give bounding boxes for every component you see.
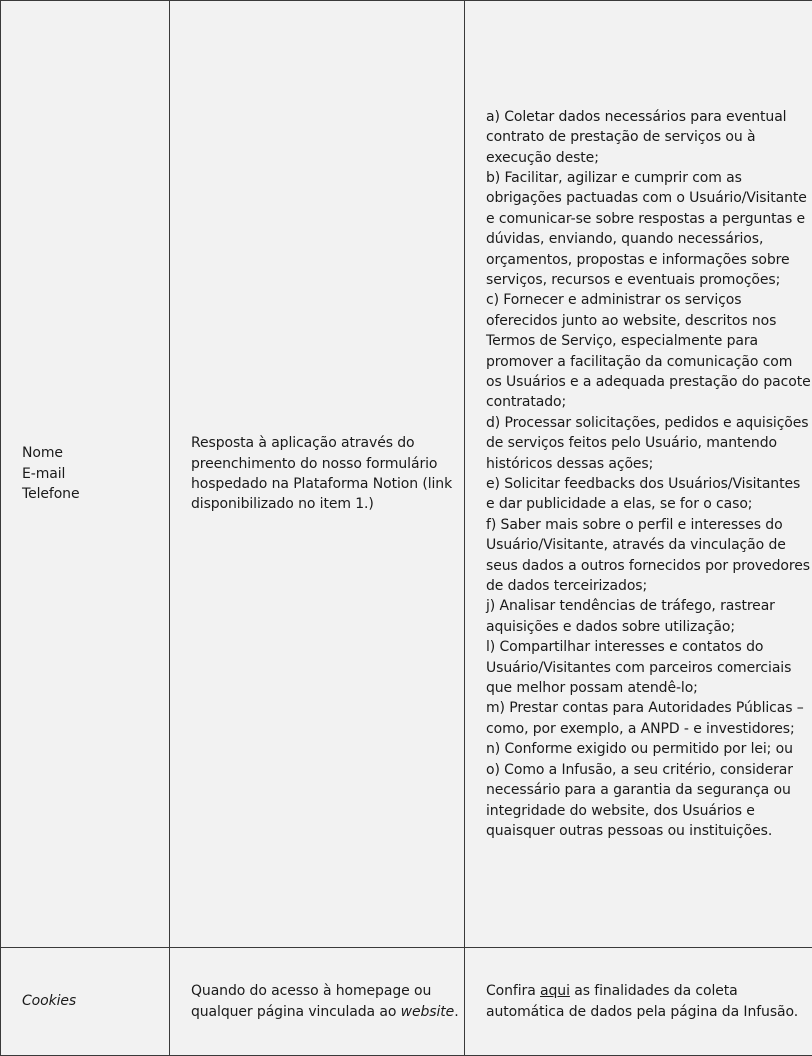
purpose-item: j) Analisar tendências de tráfego, rastrear aquisições e dados sobre utilização; — [486, 596, 812, 637]
collection-method-cell — [170, 1, 465, 948]
purpose-item: b) Facilitar, agilizar e cumprir com as obrigações pactuadas com o Usuário/Visitante e comunicar-se sobre respostas a perguntas e dúvidas, enviando, quando necessários, orçamentos, propostas e informações sobre serviços, recursos e eventuais promoções; — [486, 168, 812, 290]
purpose-item: f) Saber mais sobre o perfil e interesses do Usuário/Visitante, através da vinculação de seus dados a outros fornecidos por provedores de dados terceirizados; — [486, 515, 812, 597]
cookies-link[interactable]: aqui — [540, 983, 570, 999]
purpose-item: e) Solicitar feedbacks dos Usuários/Visitantes e dar publicidade a elas, se for o caso; — [486, 474, 812, 515]
table-row — [1, 1, 812, 948]
data-type-item: Nome — [22, 443, 169, 463]
collection-method-cell — [170, 948, 465, 1056]
purpose-item: o) Como a Infusão, a seu critério, considerar necessário para a garantia da segurança ou integridade do website, dos Usuários e quaisquer outras pessoas ou instituições. — [486, 760, 812, 842]
data-type-item: Cookies — [22, 993, 76, 1009]
purpose-item: n) Conforme exigido ou permitido por lei; ou — [486, 739, 812, 759]
purpose-item: c) Fornecer e administrar os serviços oferecidos junto ao website, descritos nos Termos de Serviço, especialmente para promover a facilitação da comunicação com os Usuários e a adequada prestação do pacote contratado; — [486, 290, 812, 412]
data-types-cell — [1, 1, 170, 948]
purpose-item: a) Coletar dados necessários para eventual contrato de prestação de serviços ou à execução deste; — [486, 107, 812, 168]
data-type-item: Telefone — [22, 484, 169, 504]
data-type-item: E-mail — [22, 464, 169, 484]
purpose-prefix: Confira — [486, 983, 540, 999]
table-row — [1, 948, 812, 1056]
collection-method-italic: website — [401, 1004, 455, 1020]
purpose-suffix: as finalidades da coleta automática de dados pela página da Infusão. — [486, 983, 798, 1019]
purposes-cell — [465, 948, 812, 1056]
collection-method-suffix: . — [454, 1004, 458, 1020]
collection-method-text: Quando do acesso à homepage ou qualquer página vinculada ao — [191, 983, 431, 1019]
purposes-cell — [465, 1, 812, 948]
purpose-item: l) Compartilhar interesses e contatos do Usuário/Visitantes com parceiros comerciais que melhor possam atendê-lo; — [486, 637, 812, 698]
data-types-cell — [1, 948, 170, 1056]
purpose-item: m) Prestar contas para Autoridades Públicas – como, por exemplo, a ANPD - e investidores; — [486, 698, 812, 739]
purpose-item: d) Processar solicitações, pedidos e aquisições de serviços feitos pelo Usuário, mantendo históricos dessas ações; — [486, 413, 812, 474]
collection-method-text: Resposta à aplicação através do preenchimento do nosso formulário hospedado na Plataforma Notion (link disponibilizado no item 1.) — [191, 435, 452, 512]
